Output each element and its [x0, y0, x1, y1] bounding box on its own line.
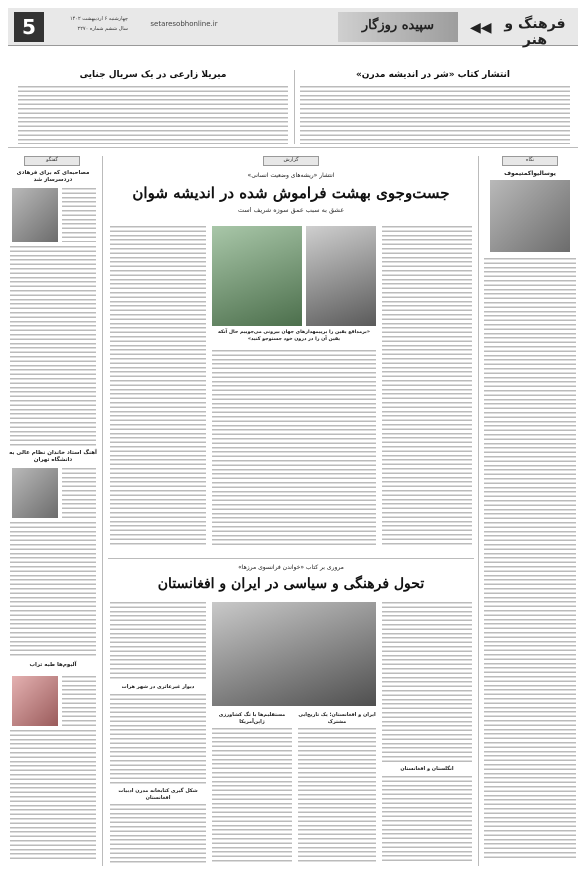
box5-body [110, 804, 206, 864]
feature-title: جست‌وجوی بهشت فراموش شده در اندیشه شوان [132, 184, 450, 202]
column-author-name: یوسالیواکمتیموف [504, 170, 556, 177]
section-title: فرهنگ و هنر [504, 16, 566, 48]
column-body [484, 258, 576, 858]
box1-title: ایران و افغانستان؛ یک تاریخ‌ایی مشترک [298, 712, 376, 725]
box2-body [212, 728, 292, 864]
left-title-3: آلبوم‌ها طبه تراب [29, 662, 77, 668]
right-column [482, 156, 578, 866]
bottom-historic-photo [212, 602, 376, 706]
left-photo-1 [12, 188, 58, 242]
left-title-1: مصاحبه‌ای که برای فرهادی دردسرساز شد [16, 170, 90, 183]
top-left-title: میریلا زارعی در یک سریال جنایی [79, 70, 227, 80]
feature-body-left [110, 226, 206, 546]
feature-book-cover [212, 226, 302, 326]
box3-body [110, 694, 206, 784]
left-title-2: آهنگ استاد خاندان نظام عالی به دانشگاه تهران [9, 450, 97, 463]
logo-text: سپیده روزگار [361, 18, 435, 33]
left-body-1 [62, 188, 96, 242]
left-body-6 [10, 730, 96, 860]
top-strip [8, 64, 578, 148]
feature-body-right [382, 226, 472, 546]
date-line-2: سال ششم شماره ۲۲۷۰ [77, 26, 128, 32]
top-right-title: انتشار کتاب «شر در اندیشه مدرن» [355, 70, 511, 80]
page-header [8, 8, 578, 46]
top-left-body [18, 86, 288, 144]
left-body-5 [62, 676, 96, 726]
site-url[interactable]: setaresobhonline.ir [150, 20, 218, 28]
left-photo-2 [12, 468, 58, 518]
feature-caption: «برمداقع یقین را برپیمهدارهای جهان بیرونی می‌جوییم حال آنکه یقین آن را در درون خود جستوجو کنید» [218, 330, 370, 342]
double-chevron-icon: ◀◀ [470, 20, 492, 36]
box1-body [298, 728, 376, 864]
date-line-1: چهارشنبه ۶ اردیبهشت ۱۴۰۲ [69, 16, 128, 22]
feature-tag: گزارش [263, 156, 319, 166]
box5-title: شکل گیری کتابخانه مدرن ادبیات افغانستان [118, 788, 198, 801]
left-column [8, 156, 98, 866]
feature-kicker: عشق به سبب عمق سوزه شریف است [237, 206, 345, 214]
feature-body-mid [212, 350, 376, 546]
bottom-title: تحول فرهنگی و سیاسی در ایران و افغانستان [157, 576, 425, 592]
left-body-4 [10, 522, 96, 658]
bottom-body-right [382, 602, 472, 762]
left-body-3 [62, 468, 96, 518]
page-number-badge: 5 [14, 12, 44, 42]
feature-portrait [306, 226, 376, 326]
box2-title: مستقلیم‌ها با تگ کشاورزی ژاپن‌آمریکا [218, 712, 286, 725]
left-body-2 [10, 246, 96, 446]
box3-title: دیوار غیرعاثری در شهر هرات [121, 684, 195, 690]
bottom-article [108, 562, 474, 866]
bottom-body-right-2 [382, 776, 472, 864]
bottom-body-left [110, 602, 206, 680]
column-author-photo [490, 180, 570, 252]
feature-article [108, 156, 474, 556]
feature-subtitle: انتشار «ریشه‌های وضعیت انسانی» [247, 172, 335, 179]
left-column-tag: گفتگو [24, 156, 80, 166]
box4-title: انگلستان و افغانستان [400, 766, 454, 772]
bottom-subtitle: مروری بر کتاب «خواندن فرانسوی مرزها» [238, 564, 344, 571]
left-photo-3 [12, 676, 58, 726]
column-tag: نگاه [502, 156, 558, 166]
top-right-body [300, 86, 570, 144]
